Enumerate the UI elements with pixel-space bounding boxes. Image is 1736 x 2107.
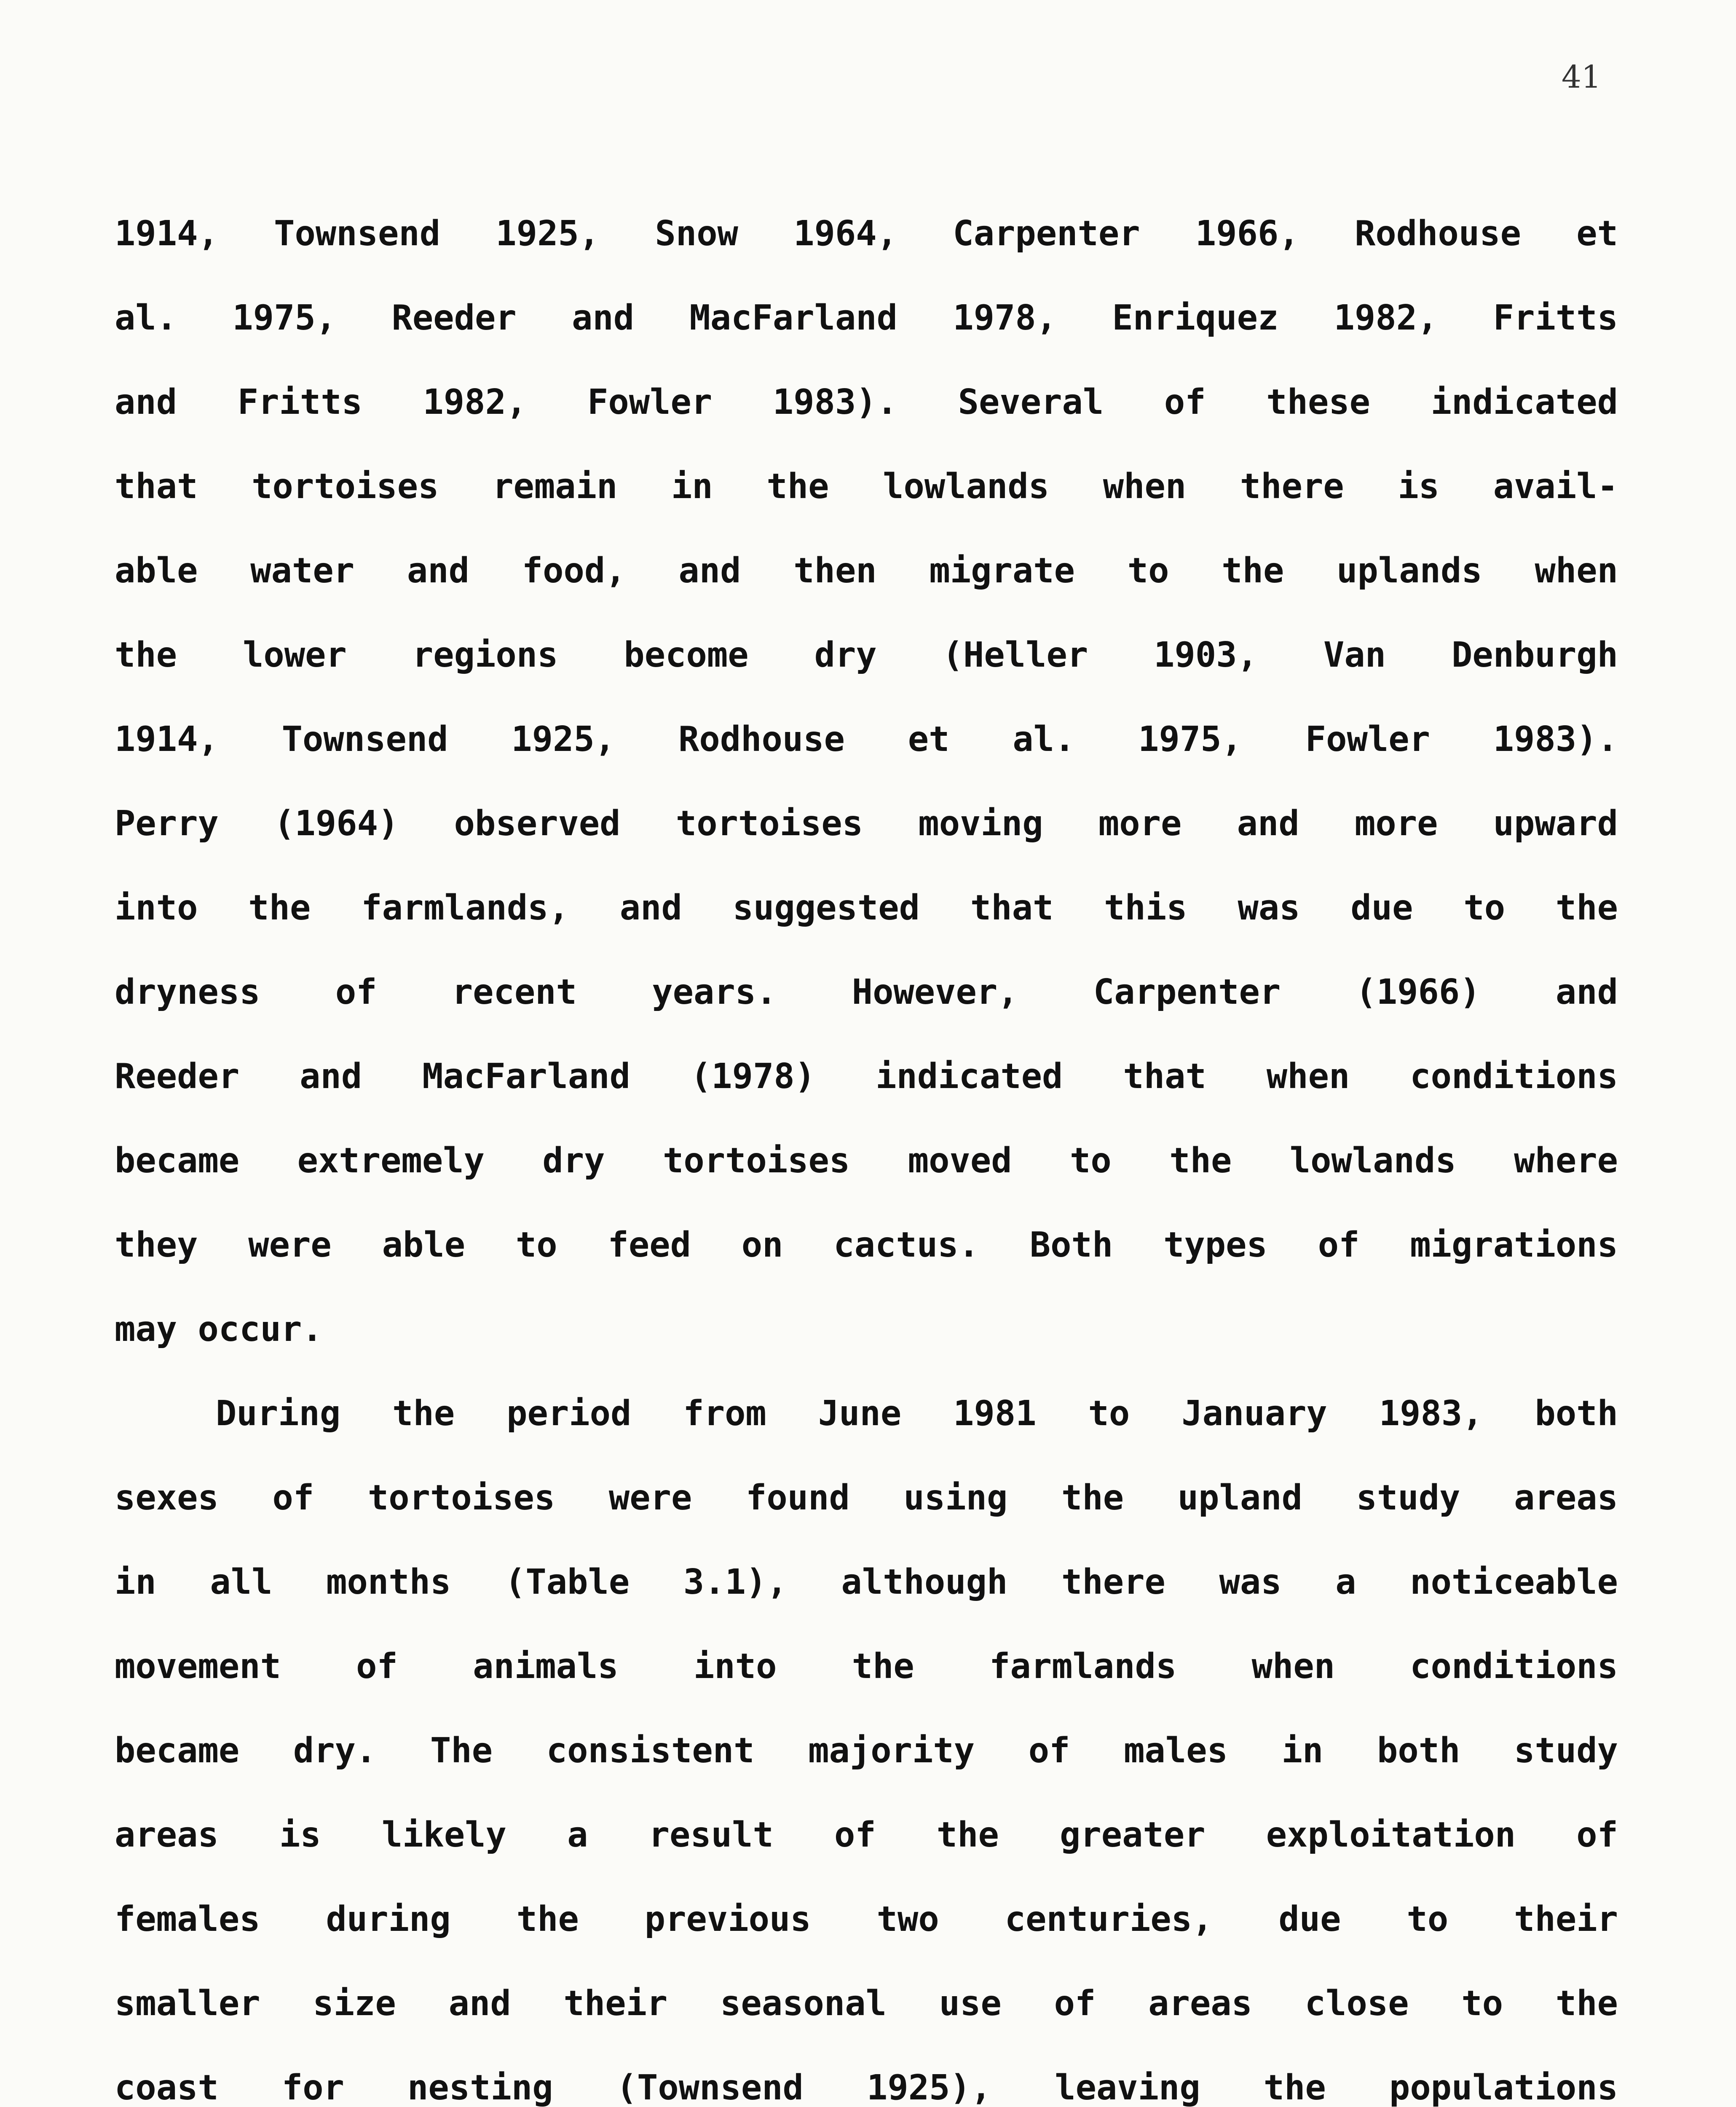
text-line: al. 1975, Reeder and MacFarland 1978, Enriquez 1982, Fritts [115,298,1618,338]
body-text [115,192,1618,2107]
text-line: became dry. The consistent majority of males in both study [115,1731,1618,1771]
text-line: coast for nesting (Townsend 1925), leaving the populations [115,2068,1618,2107]
text-line: females during the previous two centuries, due to their [115,1899,1618,1939]
text-line: areas is likely a result of the greater exploitation of [115,1815,1618,1855]
text-line: During the period from June 1981 to January 1983, both [216,1394,1618,1434]
text-line: became extremely dry tortoises moved to the lowlands where [115,1141,1618,1181]
text-line: movement of animals into the farmlands when conditions [115,1646,1618,1686]
text-line: Reeder and MacFarland (1978) indicated that when conditions [115,1056,1618,1096]
paragraph-1 [115,192,1618,1372]
text-line: and Fritts 1982, Fowler 1983). Several of these indicated [115,382,1618,422]
page-number: 41 [1561,59,1601,95]
text-line: they were able to feed on cactus. Both types of migrations [115,1225,1618,1265]
text-line: Perry (1964) observed tortoises moving more and more upward [115,804,1618,844]
text-line: into the farmlands, and suggested that this was due to the [115,888,1618,928]
text-line: 1914, Townsend 1925, Rodhouse et al. 1975, Fowler 1983). [115,719,1618,759]
text-line: sexes of tortoises were found using the upland study areas [115,1478,1618,1518]
text-line: in all months (Table 3.1), although there was a noticeable [115,1562,1618,1602]
text-line: the lower regions become dry (Heller 1903, Van Denburgh [115,635,1618,675]
text-line: that tortoises remain in the lowlands when there is avail- [115,466,1618,507]
paragraph-2 [115,1372,1618,2107]
text-line: dryness of recent years. However, Carpenter (1966) and [115,972,1618,1012]
text-line: may occur. [115,1309,323,1349]
text-line: smaller size and their seasonal use of areas close to the [115,1984,1618,2024]
text-line: able water and food, and then migrate to the uplands when [115,551,1618,591]
text-line: 1914, Townsend 1925, Snow 1964, Carpenter 1966, Rodhouse et [115,214,1618,254]
